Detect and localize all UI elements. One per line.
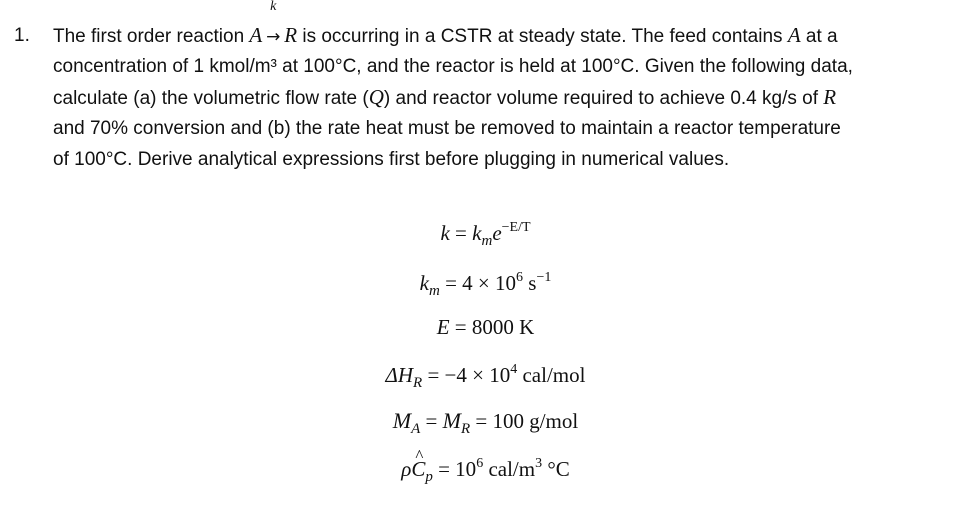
- equation-arrhenius: $k = k_me^{-E/T}$: [440, 220, 531, 249]
- equation-heat-of-reaction: $\Delta H_R = -4 \times 10^4$ cal/mol: [385, 362, 586, 391]
- species-r: R: [823, 85, 837, 109]
- species-r: R: [284, 23, 298, 47]
- equation-activation-energy: E = 8000 K: [436, 315, 535, 339]
- equation-km: $k_m = 4 \times 10^6$ $s^{-1}$: [419, 270, 552, 299]
- text-line-1: The first order reaction A k → R is occurring in a CSTR at steady state. The feed contains A at a: [53, 20, 958, 51]
- flow-rate-symbol: Q: [368, 85, 384, 109]
- species-a: A: [249, 23, 263, 47]
- problem-number: 1.: [14, 25, 30, 46]
- text-line-5: of 100°C. Derive analytical expressions first before plugging in numerical values.: [53, 149, 730, 170]
- text-line-3: calculate (a) the volumetric flow rate (Q) and reactor volume required to achieve 0.4 kg/s of R: [53, 85, 837, 109]
- text-line-4: and 70% conversion and (b) the rate heat must be removed to maintain a reactor temperature: [53, 118, 841, 139]
- text-line-2: concentration of 1 kmol/m³ at 100°C, and the reactor is held at 100°C. Given the following data,: [53, 56, 853, 77]
- species-a: A: [787, 23, 801, 47]
- problem-text: [53, 0, 958, 175]
- rate-constant-label: k: [270, 0, 277, 14]
- equation-molar-mass: $M_A = M_R = 100$ g/mol: [392, 408, 579, 437]
- reaction-arrow: [262, 0, 284, 53]
- equation-heat-capacity: ρ^ $C_p = 10^6$ cal/$m^3$ °C: [0, 455, 971, 483]
- arrow-icon: →: [266, 27, 281, 47]
